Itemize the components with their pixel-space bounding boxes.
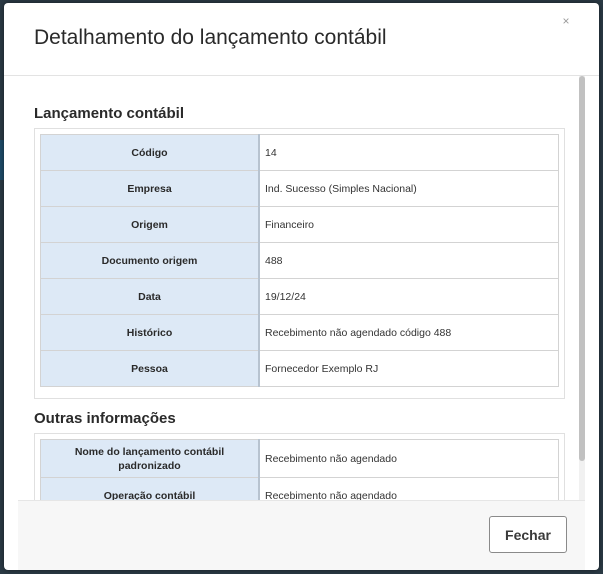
table-row <box>41 279 559 315</box>
row-label-data: Data <box>41 279 260 315</box>
modal-body <box>18 76 585 500</box>
row-value-origem: Financeiro <box>259 207 559 243</box>
modal-title: Detalhamento do lançamento contábil <box>34 26 387 49</box>
section-title-outras: Outras informações <box>34 410 176 427</box>
outras-table <box>40 439 559 500</box>
row-label-pessoa: Pessoa <box>41 351 260 387</box>
row-value-operacao-contabil: Recebimento não agendado <box>259 478 559 501</box>
row-value-nome-padronizado: Recebimento não agendado <box>259 440 559 478</box>
modal-header <box>4 3 599 76</box>
section-title-lancamento: Lançamento contábil <box>34 105 185 122</box>
close-icon[interactable]: × <box>562 14 570 28</box>
table-row <box>41 171 559 207</box>
row-label-nome-padronizado: Nome do lançamento contábil padronizado <box>41 440 260 478</box>
row-value-empresa: Ind. Sucesso (Simples Nacional) <box>259 171 559 207</box>
row-value-data: 19/12/24 <box>259 279 559 315</box>
modal-footer <box>18 500 585 570</box>
table-row <box>41 207 559 243</box>
table-row <box>41 440 559 478</box>
table-row <box>41 351 559 387</box>
row-label-historico: Histórico <box>41 315 260 351</box>
row-label-origem: Origem <box>41 207 260 243</box>
body-scrollbar[interactable] <box>579 76 585 500</box>
row-value-historico: Recebimento não agendado código 488 <box>259 315 559 351</box>
row-value-documento-origem: 488 <box>259 243 559 279</box>
table-row <box>41 315 559 351</box>
row-label-operacao-contabil: Operação contábil <box>41 478 260 501</box>
lancamento-table-box <box>34 128 565 399</box>
table-row <box>41 478 559 501</box>
scrollbar-thumb[interactable] <box>579 76 585 461</box>
outras-table-box <box>34 433 565 500</box>
row-label-documento-origem: Documento origem <box>41 243 260 279</box>
table-row <box>41 135 559 171</box>
row-value-codigo: 14 <box>259 135 559 171</box>
close-button[interactable]: Fechar <box>489 516 567 553</box>
table-row <box>41 243 559 279</box>
row-value-pessoa: Fornecedor Exemplo RJ <box>259 351 559 387</box>
row-label-empresa: Empresa <box>41 171 260 207</box>
row-label-codigo: Código <box>41 135 260 171</box>
detail-modal <box>4 3 599 570</box>
lancamento-table <box>40 134 559 387</box>
